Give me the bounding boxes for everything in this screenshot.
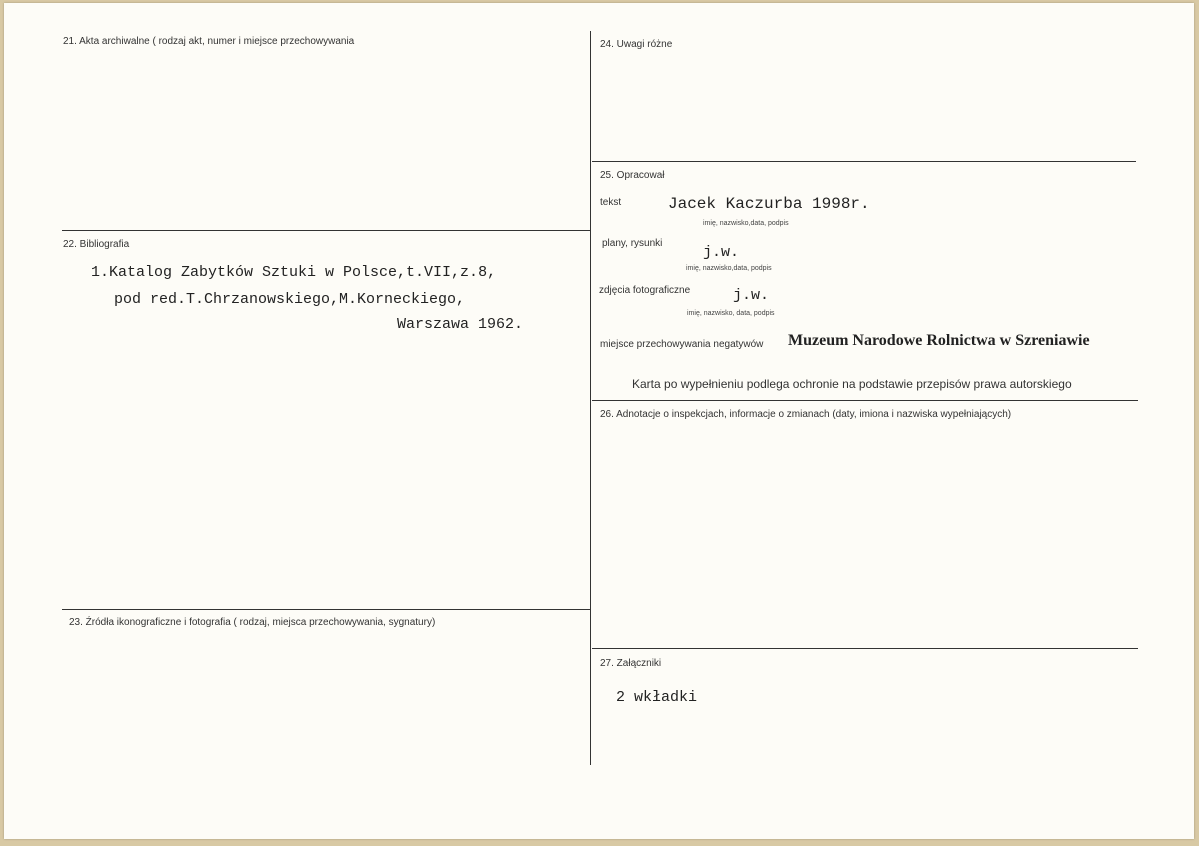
zdjecia-value: j.w. [733,287,770,304]
section-26-label: 26. Adnotacje o inspekcjach, informacje o zmianach (daty, imiona i nazwiska wypełniających) [600,409,1012,420]
bibliography-line-1: 1.Katalog Zabytków Sztuki w Polsce,t.VII,z.8, [91,264,497,281]
bibliography-line-2: pod red.T.Chrzanowskiego,M.Korneckiego, [114,291,466,308]
tekst-label: tekst [600,197,622,208]
divider-21-22 [62,230,590,231]
bibliography-line-3: Warszawa 1962. [397,316,524,333]
section-21-label: 21. Akta archiwalne ( rodzaj akt, numer i miejsce przechowywania [63,36,355,47]
section-25-label: 25. Opracował [600,170,665,181]
plany-hint: imię, nazwisko,data, podpis [686,265,772,272]
plany-value: j.w. [703,244,740,261]
section-23-label: 23. Źródła ikonograficzne i fotografia ( rodzaj, miejsca przechowywania, sygnatury) [69,617,436,628]
divider-25-26 [592,400,1138,401]
tekst-hint: imię, nazwisko,data, podpis [703,220,789,227]
record-card [4,3,1194,839]
zdjecia-hint: imię, nazwisko, data, podpis [687,310,775,317]
divider-24-25 [592,161,1136,162]
zdjecia-label: zdjęcia fotograficzne [599,285,691,296]
copyright-note: Karta po wypełnieniu podlega ochronie na podstawie przepisów prawa autorskiego [632,377,1072,391]
section-27-label: 27. Załączniki [600,658,662,669]
miejsce-label: miejsce przechowywania negatywów [600,339,764,350]
tekst-value: Jacek Kaczurba 1998r. [668,195,870,213]
divider-26-27 [592,648,1138,649]
miejsce-value: Muzeum Narodowe Rolnictwa w Szreniawie [788,332,1090,349]
section-22-label: 22. Bibliografia [63,239,130,250]
center-divider [590,31,591,765]
plany-label: plany, rysunki [602,238,663,249]
attachments-value: 2 wkładki [616,689,698,706]
divider-22-23 [62,609,590,610]
section-24-label: 24. Uwagi różne [600,39,673,50]
